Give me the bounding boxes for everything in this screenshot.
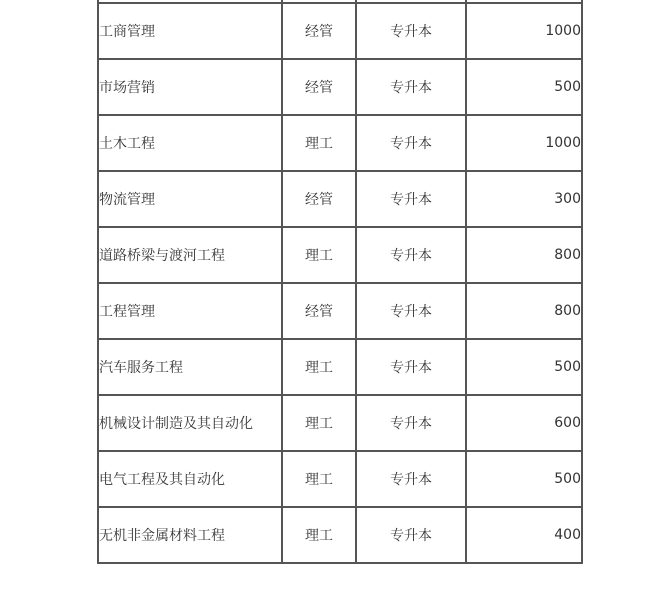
category-cell: 经管	[282, 59, 356, 115]
category-cell: 理工	[282, 227, 356, 283]
quota-cell: 500	[466, 59, 582, 115]
table-row	[98, 339, 582, 395]
table-row	[98, 227, 582, 283]
quota-cell: 500	[466, 339, 582, 395]
major-name-cell: 汽车服务工程	[98, 339, 282, 395]
major-name-cell: 土木工程	[98, 115, 282, 171]
table-row	[98, 59, 582, 115]
table-row	[98, 3, 582, 59]
category-cell: 理工	[282, 507, 356, 563]
table-row	[98, 507, 582, 563]
level-cell: 专升本	[356, 115, 466, 171]
table-row	[98, 115, 582, 171]
majors-table	[97, 0, 583, 564]
major-name-cell: 电气工程及其自动化	[98, 451, 282, 507]
level-cell: 专升本	[356, 171, 466, 227]
category-cell: 经管	[282, 3, 356, 59]
category-cell: 理工	[282, 339, 356, 395]
quota-cell: 600	[466, 395, 582, 451]
quota-cell: 1000	[466, 115, 582, 171]
quota-cell: 400	[466, 507, 582, 563]
level-cell: 专升本	[356, 339, 466, 395]
quota-cell: 300	[466, 171, 582, 227]
table-row	[98, 283, 582, 339]
level-cell: 专升本	[356, 451, 466, 507]
major-name-cell: 机械设计制造及其自动化	[98, 395, 282, 451]
quota-cell: 800	[466, 227, 582, 283]
major-name-cell: 市场营销	[98, 59, 282, 115]
major-name-cell: 工程管理	[98, 283, 282, 339]
category-cell: 理工	[282, 395, 356, 451]
level-cell: 专升本	[356, 507, 466, 563]
level-cell: 专升本	[356, 283, 466, 339]
table-row	[98, 171, 582, 227]
major-name-cell: 道路桥梁与渡河工程	[98, 227, 282, 283]
major-name-cell: 物流管理	[98, 171, 282, 227]
quota-cell: 1000	[466, 3, 582, 59]
category-cell: 经管	[282, 171, 356, 227]
table-row	[98, 395, 582, 451]
table-row	[98, 451, 582, 507]
level-cell: 专升本	[356, 395, 466, 451]
major-name-cell: 工商管理	[98, 3, 282, 59]
quota-cell: 500	[466, 451, 582, 507]
major-name-cell: 无机非金属材料工程	[98, 507, 282, 563]
category-cell: 理工	[282, 451, 356, 507]
category-cell: 经管	[282, 283, 356, 339]
category-cell: 理工	[282, 115, 356, 171]
level-cell: 专升本	[356, 59, 466, 115]
quota-cell: 800	[466, 283, 582, 339]
level-cell: 专升本	[356, 3, 466, 59]
level-cell: 专升本	[356, 227, 466, 283]
